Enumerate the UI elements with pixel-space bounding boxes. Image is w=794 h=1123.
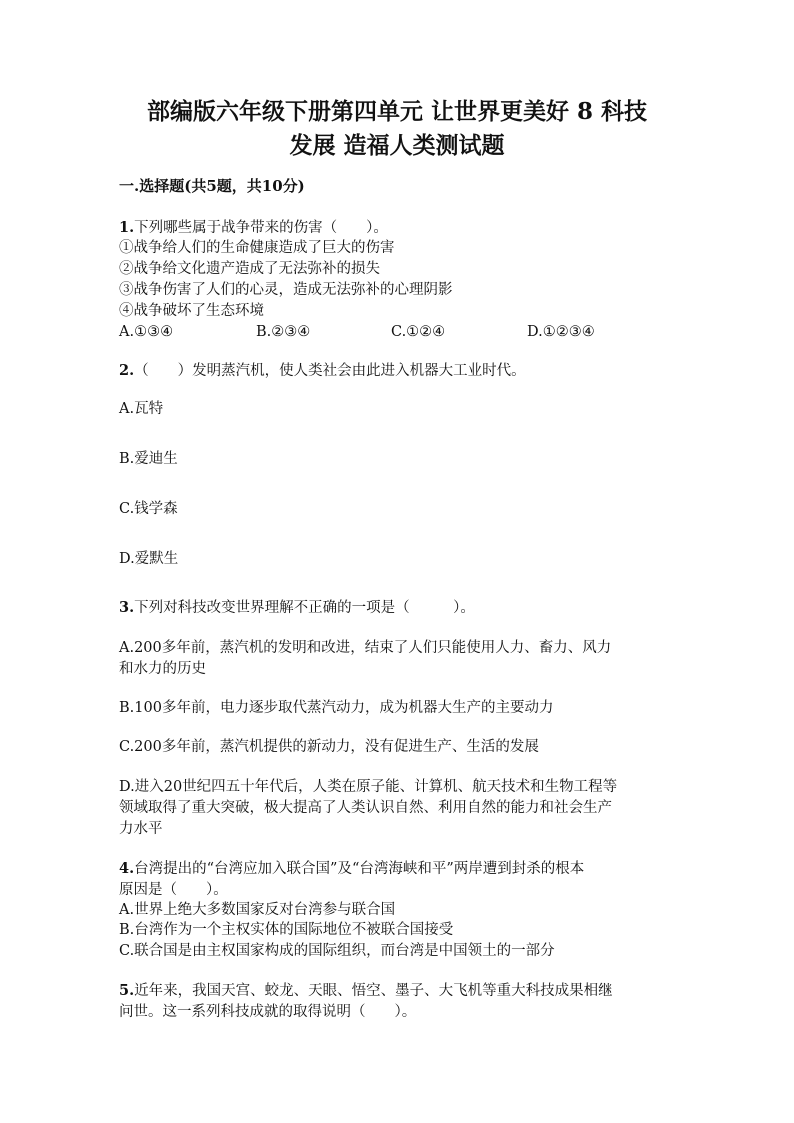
option-c[interactable]: C.①②④ <box>391 324 446 340</box>
question-number: 2. <box>119 362 135 379</box>
question-5-stem <box>119 981 613 1001</box>
option-a[interactable]: A.200多年前，蒸汽机的发明和改进，结束了人们只能使用人力、畜力、风力 <box>119 640 612 656</box>
page-title-line-2: 发展 造福人类测试题 <box>289 132 505 159</box>
option-d[interactable]: D.①②③④ <box>527 324 595 340</box>
option-d[interactable]: D.爱默生 <box>119 551 179 567</box>
question-number: 5. <box>119 982 135 999</box>
question-4-stem <box>119 859 584 879</box>
option-c[interactable]: C.钱学森 <box>119 501 178 517</box>
question-text: 下列哪些属于战争带来的伤害（ ）。 <box>134 220 388 236</box>
question-text: 台湾提出的“台湾应加入联合国”及“台湾海峡和平”两岸遭到封杀的根本 <box>134 861 585 877</box>
question-number: 4. <box>119 860 135 877</box>
option-b[interactable]: B.②③④ <box>256 324 311 340</box>
question-text: 近年来，我国天宫、蛟龙、天眼、悟空、墨子、大飞机等重大科技成果相继 <box>134 983 613 999</box>
question-4-stem-continued: 原因是（ ）。 <box>119 882 228 898</box>
option-b[interactable]: B.爱迪生 <box>119 451 178 467</box>
option-d-continued: 力水平 <box>119 821 163 837</box>
question-1-item: ①战争给人们的生命健康造成了巨大的伤害 <box>119 240 395 256</box>
question-text: （ ）发明蒸汽机，使人类社会由此进入机器大工业时代。 <box>134 363 526 379</box>
question-3-stem <box>119 598 475 618</box>
option-b[interactable]: B.台湾作为一个主权实体的国际地位不被联合国接受 <box>119 922 454 938</box>
option-d-continued: 领域取得了重大突破，极大提高了人类认识自然、利用自然的能力和社会生产 <box>119 800 612 816</box>
option-b[interactable]: B.100多年前，电力逐步取代蒸汽动力，成为机器大生产的主要动力 <box>119 700 554 716</box>
question-number: 3. <box>119 599 135 616</box>
question-5-stem-continued: 问世。这一系列科技成就的取得说明（ ）。 <box>119 1004 417 1020</box>
question-text: 下列对科技改变世界理解不正确的一项是（ ）。 <box>134 600 475 616</box>
section-heading: 一.选择题(共5题，共10分) <box>119 177 305 195</box>
option-c[interactable]: C.200多年前，蒸汽机提供的新动力，没有促进生产、生活的发展 <box>119 739 539 755</box>
question-1-item: ④战争破坏了生态环境 <box>119 303 264 319</box>
question-1-item: ③战争伤害了人们的心灵，造成无法弥补的心理阴影 <box>119 282 453 298</box>
question-number: 1. <box>119 219 135 236</box>
option-d[interactable]: D.进入20世纪四五十年代后，人类在原子能、计算机、航天技术和生物工程等 <box>119 779 618 795</box>
option-a[interactable]: A.瓦特 <box>119 401 164 417</box>
option-a[interactable]: A.世界上绝大多数国家反对台湾参与联合国 <box>119 902 396 918</box>
option-a[interactable]: A.①③④ <box>119 324 174 340</box>
question-1-stem <box>119 218 388 238</box>
option-c[interactable]: C.联合国是由主权国家构成的国际组织，而台湾是中国领土的一部分 <box>119 943 555 959</box>
question-2-stem <box>119 361 526 381</box>
question-1-item: ②战争给文化遗产造成了无法弥补的损失 <box>119 261 380 277</box>
page-title-line-1: 部编版六年级下册第四单元 让世界更美好 8 科技 <box>146 98 648 125</box>
option-a-continued: 和水力的历史 <box>119 661 206 677</box>
